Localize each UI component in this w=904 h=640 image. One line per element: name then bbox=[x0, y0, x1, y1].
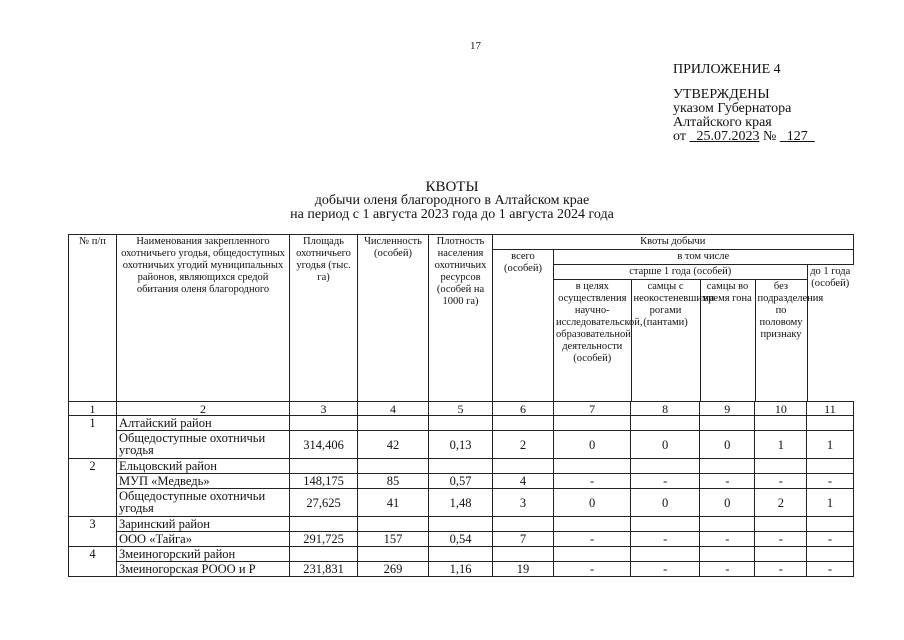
district-number: 1 bbox=[69, 416, 117, 459]
science-cell: - bbox=[554, 532, 631, 547]
column-number: 4 bbox=[358, 402, 429, 416]
header-subgroup bbox=[554, 265, 854, 402]
total-cell: 19 bbox=[493, 562, 554, 577]
column-number-row bbox=[69, 402, 854, 416]
district-name: Алтайский район bbox=[117, 416, 290, 431]
empty-cell bbox=[554, 547, 631, 562]
area-name-cell: ООО «Тайга» bbox=[117, 532, 290, 547]
empty-cell bbox=[631, 547, 700, 562]
males-cell: - bbox=[631, 532, 700, 547]
column-number: 1 bbox=[69, 402, 117, 416]
empty-cell bbox=[807, 416, 853, 431]
district-row bbox=[69, 547, 854, 562]
males-cell: 0 bbox=[631, 431, 700, 459]
area-name-cell: Общедоступные охотничьи угодья bbox=[117, 431, 290, 459]
header-science: в целях осуществления научно-исследовательской, образовательной деятельности (особей) bbox=[554, 280, 631, 402]
area-name-cell: Змеиногорская РООО и Р bbox=[117, 562, 290, 577]
district-row bbox=[69, 459, 854, 474]
district-number: 2 bbox=[69, 459, 117, 517]
rut-cell: - bbox=[700, 474, 755, 489]
column-number: 2 bbox=[117, 402, 290, 416]
empty-cell bbox=[290, 547, 358, 562]
approval-decree: указом Губернатора bbox=[673, 101, 792, 116]
approval-date: 25.07.2023 bbox=[696, 129, 760, 144]
count-cell: 269 bbox=[358, 562, 429, 577]
empty-cell bbox=[429, 517, 493, 532]
approval-heading: УТВЕРЖДЕНЫ bbox=[673, 87, 770, 102]
empty-cell bbox=[755, 416, 807, 431]
science-cell: - bbox=[554, 474, 631, 489]
science-cell: 0 bbox=[554, 489, 631, 517]
total-cell: 7 bbox=[493, 532, 554, 547]
rut-cell: - bbox=[700, 532, 755, 547]
page-number: 17 bbox=[470, 40, 481, 52]
column-number: 11 bbox=[807, 402, 853, 416]
approval-number-sign: № bbox=[762, 129, 777, 144]
empty-cell bbox=[631, 517, 700, 532]
density-cell: 0,54 bbox=[429, 532, 493, 547]
empty-cell bbox=[493, 547, 554, 562]
empty-cell bbox=[554, 416, 631, 431]
density-cell: 0,57 bbox=[429, 474, 493, 489]
empty-cell bbox=[429, 547, 493, 562]
rut-cell: 0 bbox=[700, 431, 755, 459]
young-cell: - bbox=[807, 474, 853, 489]
males-cell: 0 bbox=[631, 489, 700, 517]
approval-region: Алтайского края bbox=[673, 115, 772, 130]
rut-cell: - bbox=[700, 562, 755, 577]
empty-cell bbox=[755, 517, 807, 532]
document-title bbox=[0, 180, 904, 222]
empty-cell bbox=[493, 459, 554, 474]
table-row bbox=[69, 532, 854, 547]
empty-cell bbox=[700, 517, 755, 532]
empty-cell bbox=[700, 416, 755, 431]
column-number: 5 bbox=[429, 402, 493, 416]
empty-cell bbox=[554, 517, 631, 532]
header-subtable bbox=[554, 265, 853, 401]
district-row bbox=[69, 517, 854, 532]
area-name-cell: Общедоступные охотничьи угодья bbox=[117, 489, 290, 517]
column-number: 6 bbox=[493, 402, 554, 416]
header-nosex: без подразделения по половому признаку bbox=[755, 280, 807, 402]
header-density: Плотность населения охотничьих ресурсов (особей на 1000 га) bbox=[429, 235, 493, 402]
header-including: в том числе bbox=[554, 250, 854, 265]
density-cell: 1,48 bbox=[429, 489, 493, 517]
title-subject: добычи оленя благородного в Алтайском крае bbox=[314, 193, 590, 208]
empty-cell bbox=[358, 517, 429, 532]
young-cell: - bbox=[807, 532, 853, 547]
young-cell: - bbox=[807, 562, 853, 577]
empty-cell bbox=[290, 416, 358, 431]
empty-cell bbox=[493, 416, 554, 431]
header-name: Наименования закрепленного охотничьего угодья, общедоступных охотничьих угодий муниципальных районов, являющихся средой обитания оленя благородного bbox=[117, 235, 290, 402]
total-cell: 2 bbox=[493, 431, 554, 459]
empty-cell bbox=[631, 459, 700, 474]
empty-cell bbox=[700, 547, 755, 562]
empty-cell bbox=[290, 517, 358, 532]
count-cell: 157 bbox=[358, 532, 429, 547]
empty-cell bbox=[290, 459, 358, 474]
count-cell: 41 bbox=[358, 489, 429, 517]
empty-cell bbox=[700, 459, 755, 474]
empty-cell bbox=[755, 459, 807, 474]
area-cell: 291,725 bbox=[290, 532, 358, 547]
empty-cell bbox=[807, 517, 853, 532]
approval-date-line bbox=[673, 130, 815, 144]
district-name: Заринский район bbox=[117, 517, 290, 532]
header-num: № п/п bbox=[69, 235, 117, 402]
empty-cell bbox=[358, 547, 429, 562]
appendix-label: ПРИЛОЖЕНИЕ 4 bbox=[673, 62, 781, 77]
table-row bbox=[69, 562, 854, 577]
table-row bbox=[69, 489, 854, 517]
science-cell: 0 bbox=[554, 431, 631, 459]
column-number: 9 bbox=[700, 402, 755, 416]
rut-cell: 0 bbox=[700, 489, 755, 517]
header-area: Площадь охотничьего угодья (тыс. га) bbox=[290, 235, 358, 402]
empty-cell bbox=[429, 416, 493, 431]
empty-cell bbox=[755, 547, 807, 562]
nosex-cell: - bbox=[755, 474, 807, 489]
header-quota: Квоты добычи bbox=[493, 235, 854, 250]
science-cell: - bbox=[554, 562, 631, 577]
empty-cell bbox=[429, 459, 493, 474]
area-cell: 231,831 bbox=[290, 562, 358, 577]
area-name-cell: МУП «Медведь» bbox=[117, 474, 290, 489]
column-number: 7 bbox=[554, 402, 631, 416]
empty-cell bbox=[493, 517, 554, 532]
table-row bbox=[69, 431, 854, 459]
quota-table bbox=[68, 234, 854, 577]
nosex-cell: - bbox=[755, 532, 807, 547]
title-period: на период с 1 августа 2023 года до 1 августа 2024 года bbox=[290, 207, 614, 222]
column-number: 8 bbox=[631, 402, 700, 416]
approval-block bbox=[673, 88, 815, 144]
district-name: Змеиногорский район bbox=[117, 547, 290, 562]
header-males: самцы с неокостеневшими рогами (пантами) bbox=[631, 280, 700, 402]
young-cell: 1 bbox=[807, 489, 853, 517]
approval-number: 127 bbox=[786, 129, 808, 144]
district-row bbox=[69, 416, 854, 431]
nosex-cell: 1 bbox=[755, 431, 807, 459]
empty-cell bbox=[358, 459, 429, 474]
header-older: старше 1 года (особей) bbox=[554, 265, 807, 280]
approval-from: от bbox=[673, 129, 686, 144]
density-cell: 0,13 bbox=[429, 431, 493, 459]
empty-cell bbox=[358, 416, 429, 431]
total-cell: 4 bbox=[493, 474, 554, 489]
district-name: Ельцовский район bbox=[117, 459, 290, 474]
district-number: 4 bbox=[69, 547, 117, 577]
table-row bbox=[69, 474, 854, 489]
header-count: Численность (особей) bbox=[358, 235, 429, 402]
count-cell: 85 bbox=[358, 474, 429, 489]
header-young: до 1 года (особей) bbox=[807, 265, 853, 401]
nosex-cell: 2 bbox=[755, 489, 807, 517]
district-number: 3 bbox=[69, 517, 117, 547]
header-total: всего (особей) bbox=[493, 250, 554, 402]
empty-cell bbox=[631, 416, 700, 431]
area-cell: 148,175 bbox=[290, 474, 358, 489]
nosex-cell: - bbox=[755, 562, 807, 577]
area-cell: 314,406 bbox=[290, 431, 358, 459]
area-cell: 27,625 bbox=[290, 489, 358, 517]
title-heading: КВОТЫ bbox=[425, 179, 479, 195]
males-cell: - bbox=[631, 562, 700, 577]
empty-cell bbox=[807, 547, 853, 562]
empty-cell bbox=[554, 459, 631, 474]
count-cell: 42 bbox=[358, 431, 429, 459]
header-rut: самцы во время гона bbox=[700, 280, 755, 402]
young-cell: 1 bbox=[807, 431, 853, 459]
column-number: 10 bbox=[755, 402, 807, 416]
males-cell: - bbox=[631, 474, 700, 489]
column-number: 3 bbox=[290, 402, 358, 416]
density-cell: 1,16 bbox=[429, 562, 493, 577]
total-cell: 3 bbox=[493, 489, 554, 517]
empty-cell bbox=[807, 459, 853, 474]
